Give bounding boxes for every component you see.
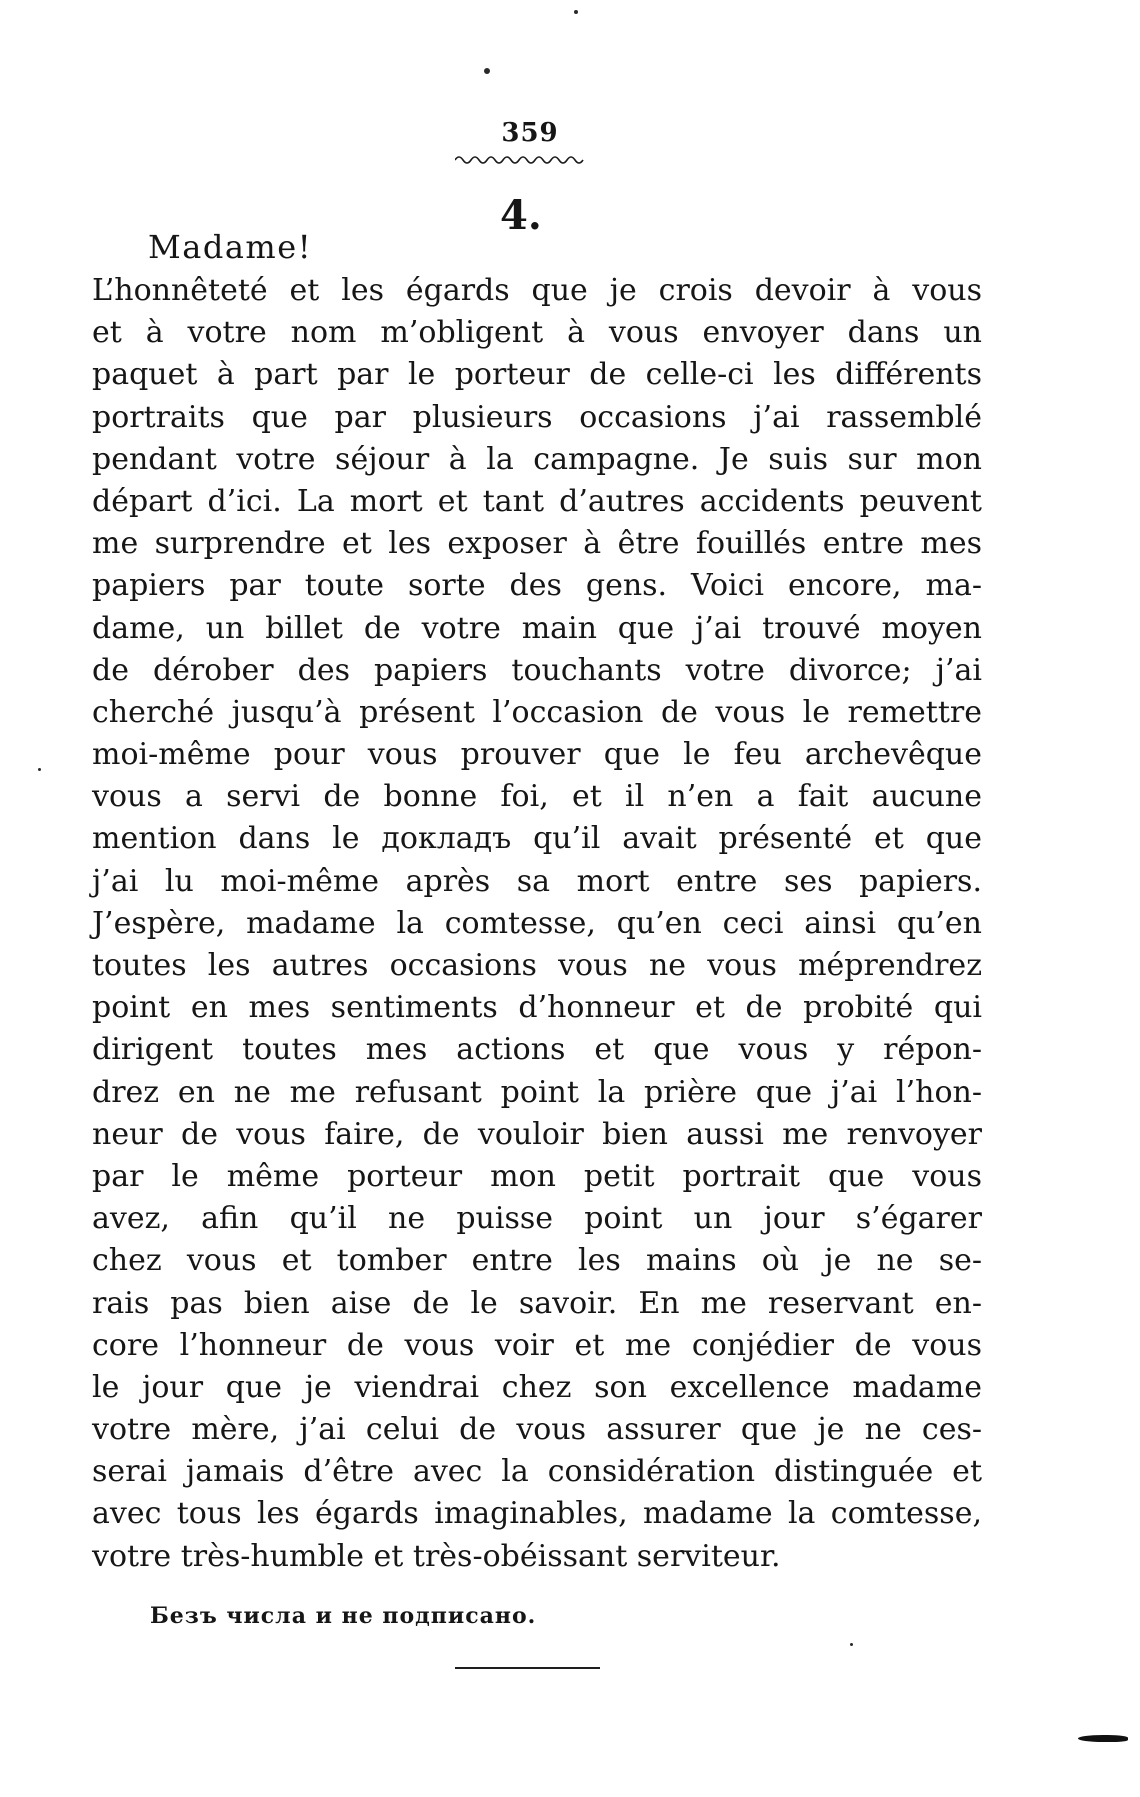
text-line: papiers par toute sorte des gens. Voici encore, ma- — [92, 568, 982, 604]
text-line: le jour que je viendrai chez son excellence madame — [92, 1369, 982, 1405]
text-line: et à votre nom m’obligent à vous envoyer dans un — [92, 315, 982, 351]
letter-number: 4. — [500, 192, 542, 239]
text-line: portraits que par plusieurs occasions j’ai rassemblé — [92, 399, 982, 435]
text-line: L’honnêteté et les égards que je crois devoir à vous — [92, 273, 982, 308]
text-line: de dérober des papiers touchants votre divorce; j’ai — [92, 652, 982, 688]
speck-mark — [38, 768, 41, 771]
text-line: pendant votre séjour à la campagne. Je suis sur mon — [92, 441, 982, 477]
text-line: avec tous les égards imaginables, madame la comtesse, — [92, 1496, 982, 1532]
text-line: j’ai lu moi-même après sa mort entre ses papiers. — [92, 863, 982, 899]
text-line: paquet à part par le porteur de celle-ci les différents — [92, 357, 982, 393]
page-number: 359 — [501, 118, 559, 148]
text-line: chez vous et tomber entre les mains où je ne se- — [92, 1243, 982, 1279]
text-line: core l’honneur de vous voir et me conjédier de vous — [92, 1327, 982, 1363]
text-line: cherché jusqu’à présent l’occasion de vous le remettre — [92, 694, 982, 730]
text-line: moi-même pour vous prouver que le feu archevêque — [92, 737, 982, 773]
end-rule — [455, 1667, 600, 1669]
text-line: votre mère, j’ai celui de vous assurer que je ne ces- — [92, 1412, 982, 1448]
text-line: neur de vous faire, de vouloir bien aussi me renvoyer — [92, 1116, 982, 1152]
text-line: toutes les autres occasions vous ne vous méprendrez — [92, 948, 982, 983]
text-line: mention dans le докладъ qu’il avait présenté et que — [92, 821, 982, 857]
ink-smudge-mark — [1078, 1735, 1128, 1742]
text-line: dirigent toutes mes actions et que vous y répon- — [92, 1032, 982, 1068]
text-line: vous a servi de bonne foi, et il n’en a fait aucune — [92, 779, 982, 815]
text-line: me surprendre et les exposer à être fouillés entre mes — [92, 526, 982, 562]
salutation: Madame! — [148, 228, 313, 266]
text-line: J’espère, madame la comtesse, qu’en ceci ainsi qu’en — [92, 905, 982, 941]
text-line: par le même porteur mon petit portrait que vous — [92, 1158, 982, 1194]
text-line: point en mes sentiments d’honneur et de probité qui — [92, 990, 982, 1026]
editor-note: Безъ числа и не подписано. — [150, 1603, 537, 1629]
text-line: avez, afin qu’il ne puisse point un jour s’égarer — [92, 1201, 982, 1237]
text-line-last: votre très-humble et très-obéissant serviteur. — [92, 1538, 781, 1574]
letter-body — [92, 270, 982, 1578]
text-line: drez en ne me refusant point la prière que j’ai l’hon- — [92, 1074, 982, 1110]
speck-mark — [850, 1643, 853, 1646]
speck-mark — [574, 10, 578, 14]
text-line: départ d’ici. La mort et tant d’autres accidents peuvent — [92, 483, 982, 519]
text-line: dame, un billet de votre main que j’ai trouvé moyen — [92, 610, 982, 646]
text-line: rais pas bien aise de le savoir. En me reservant en- — [92, 1285, 982, 1321]
text-line: serai jamais d’être avec la considération distinguée et — [92, 1454, 982, 1490]
speck-mark — [484, 68, 490, 74]
wavy-rule-ornament — [455, 152, 585, 166]
